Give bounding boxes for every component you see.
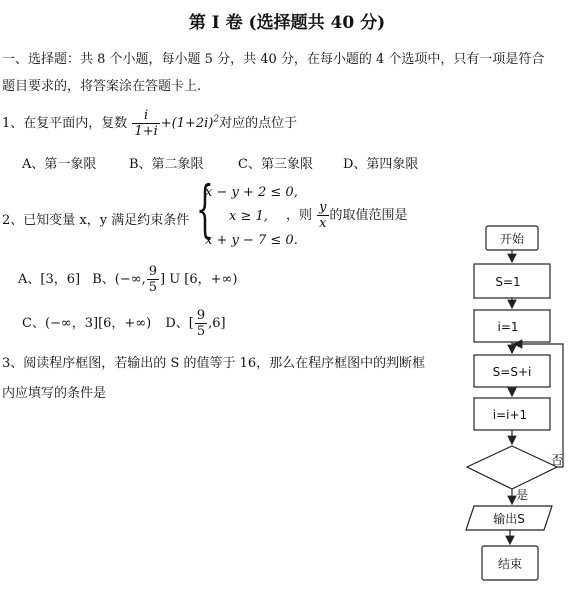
fraction-numerator: 9	[196, 308, 206, 323]
constraint-brace: {	[196, 172, 214, 245]
flow-update-s-label: S=S+i	[492, 365, 532, 379]
constraint-3: x + y − 7 ≤ 0.	[205, 233, 298, 248]
question-2-option-a: A、[3，6]	[18, 272, 81, 287]
question-2-suffix: 的取值范围是	[329, 208, 408, 223]
question-2-option-d: D、[	[165, 316, 194, 331]
flow-loop-line	[512, 344, 563, 467]
constraint-1: x − y + 2 ≤ 0,	[205, 185, 298, 200]
flow-yes-label: 是	[515, 488, 529, 502]
flow-output-label: 输出S	[493, 512, 525, 526]
question-2-mid: ，则	[286, 208, 313, 223]
instructions-line-1: 一、选择题：共 8 个小题，每小题 5 分，共 40 分，在每小题的 4 个选项中，只有一项是符合	[2, 52, 545, 67]
question-3-line-2: 内应填写的条件是	[2, 386, 107, 401]
fraction-numerator: 9	[148, 264, 157, 279]
flow-no-label: 否	[550, 453, 564, 467]
question-1-option-c: C、第三象限	[238, 157, 313, 172]
question-1-prefix: 1、在复平面内，复数	[2, 116, 128, 131]
question-1-option-b: B、第二象限	[129, 157, 204, 172]
constraint-2: x ≥ 1,	[229, 209, 268, 224]
question-2-option-c: C、(−∞，3][6，+∞)	[22, 316, 152, 331]
question-3-line-1: 3、阅读程序框图，若输出的 S 的值等于 16，那么在程序框图中的判断框	[2, 356, 426, 371]
fraction-denominator: 1+i	[134, 124, 158, 139]
question-2-option-b-end: ] U [6，+∞)	[159, 272, 238, 287]
fraction-numerator: i	[132, 108, 159, 124]
fraction-denominator: x	[319, 216, 327, 231]
fraction-denominator: 5	[148, 280, 157, 295]
flow-init-s-label: S=1	[495, 275, 521, 289]
question-1-suffix: 对应的点位于	[219, 116, 298, 131]
flow-end-label: 结束	[497, 557, 523, 571]
instructions-line-2: 题目要求的，将答案涂在答题卡上.	[2, 79, 202, 94]
fraction-numerator: y	[319, 200, 327, 215]
flow-decision-diamond	[467, 446, 557, 489]
question-1-expression: +(1+2i)	[160, 116, 214, 131]
flow-start-label: 开始	[499, 232, 525, 246]
question-1-option-d: D、第四象限	[343, 157, 419, 172]
fraction-denominator: 5	[196, 324, 206, 339]
question-2-option-d-end: ,6]	[208, 316, 226, 331]
flow-update-i-label: i=i+1	[492, 408, 528, 422]
question-1-option-a: A、第一象限	[22, 157, 97, 172]
flow-init-i-label: i=1	[497, 320, 519, 334]
question-2-prefix: 2、已知变量 x，y 满足约束条件	[2, 213, 190, 228]
page-title: 第 I 卷 (选择题共 40 分)	[188, 13, 386, 33]
question-1-exponent: 2	[213, 114, 220, 125]
question-2-option-b: B、(−∞,	[92, 272, 146, 287]
